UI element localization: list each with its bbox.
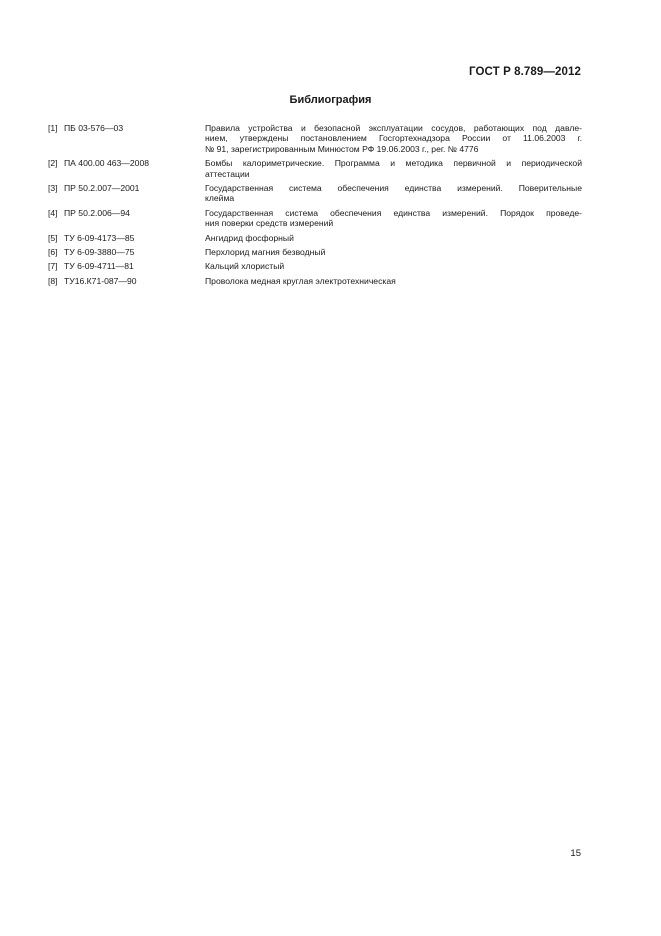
bibliography-entry [48, 247, 582, 257]
description-line: Государственная система обеспечения единства измерений. Поверительные [205, 183, 582, 194]
entry-description [205, 261, 582, 271]
entry-document-code: ТУ 6-09-4173—85 [64, 232, 135, 243]
description-line: нием, утверждены постановлением Госгортехнадзора России от 11.06.2003 г. [205, 133, 582, 144]
entry-number: [3] [48, 183, 58, 194]
entry-description [205, 276, 582, 286]
entry-document-code: ПБ 03-576—03 [64, 123, 124, 133]
description-line: Ангидрид фосфорный [205, 232, 294, 243]
bibliography-title: Библиография [289, 94, 372, 106]
entry-number: [8] [48, 275, 58, 286]
entry-description [205, 183, 582, 204]
description-line: клейма [205, 193, 235, 204]
entry-document-code: ТУ16.К71-087—90 [64, 275, 137, 286]
description-line: Правила устройства и безопасной эксплуатации сосудов, работающих под давле- [205, 123, 582, 133]
description-line: Бомбы калориметрические. Программа и методика первичной и периодической [205, 158, 582, 169]
entry-description [205, 208, 582, 229]
bibliography-entry [48, 208, 582, 229]
entry-document-code: ПА 400.00 463—2008 [64, 158, 150, 169]
entry-document-code: ПР 50.2.007—2001 [64, 183, 140, 194]
bibliography-entry [48, 158, 582, 179]
entry-number: [2] [48, 158, 58, 169]
bibliography-list [48, 123, 582, 290]
entry-description [205, 123, 582, 154]
entry-number: [6] [48, 247, 58, 258]
bibliography-entry [48, 123, 582, 154]
entry-number: [4] [48, 207, 58, 218]
entry-description [205, 233, 582, 243]
bibliography-entry [48, 261, 582, 271]
document-code-header: ГОСТ Р 8.789—2012 [469, 66, 581, 78]
description-line: ния поверки средств измерений [205, 218, 334, 229]
description-line: Кальций хлористый [205, 261, 285, 272]
description-line: Государственная система обеспечения единства измерений. Порядок проведе- [205, 207, 582, 218]
entry-number: [1] [48, 123, 58, 133]
description-line: Проволока медная круглая электротехническая [205, 275, 396, 286]
entry-number: [5] [48, 232, 58, 243]
entry-number: [7] [48, 261, 58, 272]
page-number: 15 [570, 848, 581, 859]
entry-description [205, 158, 582, 179]
bibliography-entry [48, 183, 582, 204]
entry-document-code: ТУ 6-09-3880—75 [64, 247, 135, 258]
bibliography-entry [48, 276, 582, 286]
entry-document-code: ТУ 6-09-4711—81 [64, 261, 134, 272]
description-line: № 91, зарегистрированным Минюстом РФ 19.06.2003 г., рег. № 4776 [205, 143, 479, 154]
description-line: Перхлорид магния безводный [205, 247, 326, 258]
entry-description [205, 247, 582, 257]
description-line: аттестации [205, 168, 250, 179]
bibliography-entry [48, 233, 582, 243]
entry-document-code: ПР 50.2.006—94 [64, 207, 130, 218]
